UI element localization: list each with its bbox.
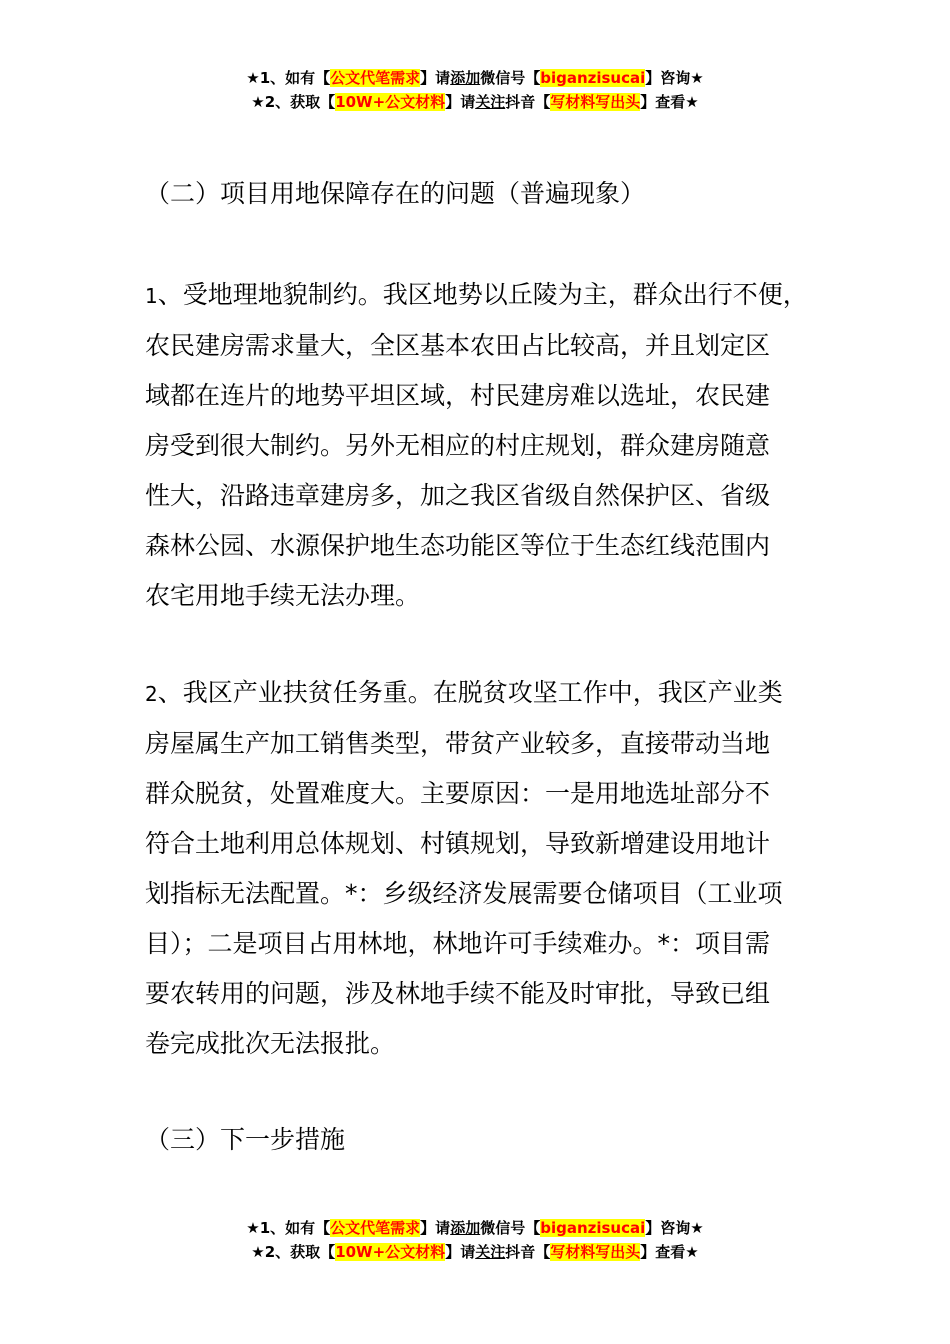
promo-highlight: 10W+公文材料	[335, 93, 446, 111]
promo-highlight: 公文代笔需求	[330, 69, 421, 87]
promo-wechat-id: biganzisucai	[540, 1219, 646, 1237]
line-text: 、我区产业扶贫任务重。在脱贫攻坚工作中，我区产业类	[157, 678, 783, 707]
promo-douyin-account: 写材料写出头	[550, 1243, 641, 1261]
paragraph-line: 房屋属生产加工销售类型，带贫产业较多，直接带动当地	[145, 729, 771, 758]
paragraph-line: 域都在连片的地势平坦区域，村民建房难以选址，农民建	[145, 381, 771, 410]
promo-text: 】请	[420, 69, 451, 87]
paragraph-line: 要农转用的问题，涉及林地手续不能及时审批，导致已组	[145, 979, 771, 1008]
promo-text: 】请	[445, 93, 476, 111]
promo-text: 抖音【	[505, 93, 551, 111]
paragraph-number: 2	[145, 682, 158, 706]
promo-underline: 关注	[475, 1243, 506, 1261]
paragraph-1	[145, 270, 845, 621]
promo-text: 】查看★	[640, 1243, 699, 1261]
promo-line-1	[0, 1216, 950, 1240]
paragraph-line: 符合土地利用总体规划、村镇规划，导致新增建设用地计	[145, 829, 771, 858]
promo-banner-top	[0, 66, 950, 114]
paragraph-line: 目）；二是项目占用林地，林地许可手续难办。*：项目需	[145, 929, 771, 958]
promo-line-2	[0, 90, 950, 114]
promo-underline: 添加	[450, 1219, 481, 1237]
promo-wechat-id: biganzisucai	[540, 69, 646, 87]
paragraph-line: 卷完成批次无法报批。	[145, 1029, 396, 1058]
promo-text: 】咨询★	[645, 69, 704, 87]
section-heading-3: （三）下一步措施	[145, 1125, 346, 1154]
promo-underline: 添加	[450, 69, 481, 87]
section-heading-2: （二）项目用地保障存在的问题（普遍现象）	[145, 179, 646, 208]
promo-text: 抖音【	[505, 1243, 551, 1261]
promo-underline: 关注	[475, 93, 506, 111]
promo-text: 】请	[445, 1243, 476, 1261]
promo-highlight: 10W+公文材料	[335, 1243, 446, 1261]
promo-text: ★2、获取【	[251, 1243, 336, 1261]
promo-text: ★1、如有【	[246, 1219, 331, 1237]
promo-text: 】咨询★	[645, 1219, 704, 1237]
promo-text: 微信号【	[480, 69, 541, 87]
promo-line-2	[0, 1240, 950, 1264]
paragraph-line: 性大，沿路违章建房多，加之我区省级自然保护区、省级	[145, 481, 771, 510]
line-text: 、受地理地貌制约。我区地势以丘陵为主，群众出行不便，	[157, 280, 808, 309]
paragraph-line	[145, 270, 845, 321]
promo-text: 微信号【	[480, 1219, 541, 1237]
paragraph-line: 房受到很大制约。另外无相应的村庄规划，群众建房随意	[145, 431, 771, 460]
paragraph-line: 农宅用地手续无法办理。	[145, 581, 421, 610]
paragraph-line: 划指标无法配置。*：乡级经济发展需要仓储项目（工业项	[145, 879, 783, 908]
paragraph-line	[145, 668, 845, 719]
paragraph-line: 农民建房需求量大，全区基本农田占比较高，并且划定区	[145, 331, 771, 360]
promo-text: ★2、获取【	[251, 93, 336, 111]
promo-highlight: 公文代笔需求	[330, 1219, 421, 1237]
promo-douyin-account: 写材料写出头	[550, 93, 641, 111]
promo-text: 】请	[420, 1219, 451, 1237]
promo-text: ★1、如有【	[246, 69, 331, 87]
promo-text: 】查看★	[640, 93, 699, 111]
paragraph-line: 森林公园、水源保护地生态功能区等位于生态红线范围内	[145, 531, 771, 560]
paragraph-line: 群众脱贫，处置难度大。主要原因：一是用地选址部分不	[145, 779, 771, 808]
promo-line-1	[0, 66, 950, 90]
promo-banner-bottom	[0, 1216, 950, 1264]
paragraph-number: 1	[145, 284, 158, 308]
paragraph-2	[145, 668, 845, 1069]
